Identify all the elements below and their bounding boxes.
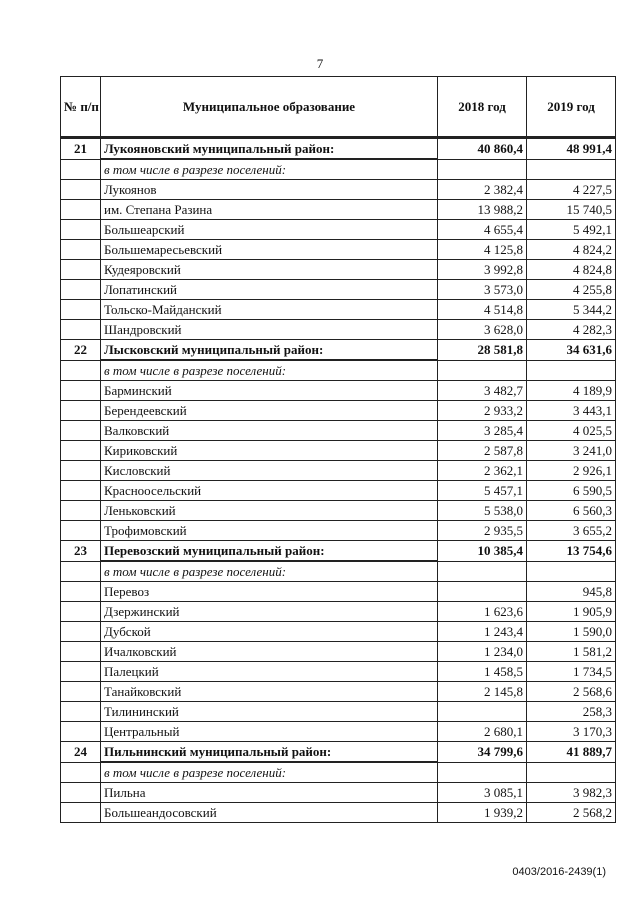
row-number-cell: 24: [61, 742, 101, 763]
value-2018-cell: 1 623,6: [438, 602, 527, 622]
municipality-name-cell: Кириковский: [101, 441, 438, 461]
value-2018-cell: 4 125,8: [438, 240, 527, 260]
municipality-name-cell: Красноосельский: [101, 481, 438, 501]
value-2019-cell: 3 655,2: [527, 521, 616, 541]
table-header-row: [61, 77, 616, 138]
value-2018-cell: 1 243,4: [438, 622, 527, 642]
value-2018-cell: 3 285,4: [438, 421, 527, 441]
municipality-name-cell: Большемаресьевский: [101, 240, 438, 260]
district-row: [61, 138, 616, 160]
row-number-cell: [61, 441, 101, 461]
municipality-name-cell: Леньковский: [101, 501, 438, 521]
municipality-name-cell: Кудеяровский: [101, 260, 438, 280]
row-number-cell: [61, 220, 101, 240]
municipality-name-cell: Танайковский: [101, 682, 438, 702]
value-2018-cell: 1 458,5: [438, 662, 527, 682]
row-number-cell: 22: [61, 340, 101, 361]
row-number-cell: [61, 662, 101, 682]
row-number-cell: [61, 622, 101, 642]
row-number-cell: [61, 682, 101, 702]
row-number-cell: [61, 602, 101, 622]
row-number-cell: [61, 280, 101, 300]
value-2018-cell: 34 799,6: [438, 742, 527, 763]
value-2019-cell: 1 581,2: [527, 642, 616, 662]
value-2018-cell: [438, 561, 527, 582]
municipality-name-cell: в том числе в разрезе поселений:: [101, 159, 438, 180]
municipality-name-cell: Кисловский: [101, 461, 438, 481]
value-2018-cell: 2 587,8: [438, 441, 527, 461]
budget-table: [60, 76, 616, 823]
row-number-cell: [61, 180, 101, 200]
value-2019-cell: 945,8: [527, 582, 616, 602]
value-2018-cell: 3 573,0: [438, 280, 527, 300]
municipality-name-cell: Центральный: [101, 722, 438, 742]
row-number-cell: [61, 260, 101, 280]
header-2019: 2019 год: [527, 77, 616, 138]
value-2018-cell: 3 628,0: [438, 320, 527, 340]
value-2019-cell: 2 926,1: [527, 461, 616, 481]
row-number-cell: [61, 461, 101, 481]
municipality-name-cell: Барминский: [101, 381, 438, 401]
value-2019-cell: 4 824,2: [527, 240, 616, 260]
value-2018-cell: 2 145,8: [438, 682, 527, 702]
subheader-row: [61, 561, 616, 582]
value-2018-cell: [438, 360, 527, 381]
value-2018-cell: 40 860,4: [438, 138, 527, 160]
row-number-cell: [61, 582, 101, 602]
row-number-cell: [61, 159, 101, 180]
table-row: [61, 501, 616, 521]
municipality-name-cell: Трофимовский: [101, 521, 438, 541]
value-2018-cell: 2 935,5: [438, 521, 527, 541]
municipality-name-cell: в том числе в разрезе поселений:: [101, 360, 438, 381]
value-2018-cell: 4 655,4: [438, 220, 527, 240]
value-2019-cell: [527, 159, 616, 180]
value-2019-cell: 3 241,0: [527, 441, 616, 461]
table-row: [61, 803, 616, 823]
value-2018-cell: 3 482,7: [438, 381, 527, 401]
value-2019-cell: [527, 360, 616, 381]
municipality-name-cell: Лукоянов: [101, 180, 438, 200]
document-code: 0403/2016-2439(1): [512, 866, 606, 878]
table-row: [61, 441, 616, 461]
value-2018-cell: 2 382,4: [438, 180, 527, 200]
table-row: [61, 481, 616, 501]
district-row: [61, 742, 616, 763]
municipality-name-cell: Пильнинский муниципальный район:: [101, 742, 438, 763]
table-row: [61, 300, 616, 320]
table-row: [61, 582, 616, 602]
value-2018-cell: 28 581,8: [438, 340, 527, 361]
value-2018-cell: [438, 582, 527, 602]
municipality-name-cell: Перевоз: [101, 582, 438, 602]
value-2019-cell: 4 255,8: [527, 280, 616, 300]
row-number-cell: [61, 300, 101, 320]
municipality-name-cell: в том числе в разрезе поселений:: [101, 762, 438, 783]
table-row: [61, 200, 616, 220]
value-2018-cell: 3 085,1: [438, 783, 527, 803]
municipality-name-cell: Тилининский: [101, 702, 438, 722]
value-2018-cell: 5 538,0: [438, 501, 527, 521]
row-number-cell: [61, 320, 101, 340]
municipality-name-cell: Берендеевский: [101, 401, 438, 421]
value-2018-cell: 2 933,2: [438, 401, 527, 421]
municipality-name-cell: Большеарский: [101, 220, 438, 240]
value-2018-cell: 5 457,1: [438, 481, 527, 501]
table-row: [61, 401, 616, 421]
municipality-name-cell: Перевозский муниципальный район:: [101, 541, 438, 562]
row-number-cell: [61, 762, 101, 783]
row-number-cell: [61, 401, 101, 421]
value-2019-cell: 2 568,6: [527, 682, 616, 702]
table-row: [61, 722, 616, 742]
table-row: [61, 260, 616, 280]
municipality-name-cell: в том числе в разрезе поселений:: [101, 561, 438, 582]
value-2019-cell: 258,3: [527, 702, 616, 722]
table-row: [61, 682, 616, 702]
value-2019-cell: 6 560,3: [527, 501, 616, 521]
value-2019-cell: 3 170,3: [527, 722, 616, 742]
municipality-name-cell: Тольско-Майданский: [101, 300, 438, 320]
value-2018-cell: 3 992,8: [438, 260, 527, 280]
row-number-cell: [61, 642, 101, 662]
value-2018-cell: 2 362,1: [438, 461, 527, 481]
header-2018: 2018 год: [438, 77, 527, 138]
value-2019-cell: 34 631,6: [527, 340, 616, 361]
municipality-name-cell: Ичалковский: [101, 642, 438, 662]
table-row: [61, 702, 616, 722]
table-row: [61, 622, 616, 642]
row-number-cell: [61, 360, 101, 381]
value-2018-cell: [438, 702, 527, 722]
municipality-name-cell: Шандровский: [101, 320, 438, 340]
value-2019-cell: 6 590,5: [527, 481, 616, 501]
row-number-cell: [61, 381, 101, 401]
value-2019-cell: 41 889,7: [527, 742, 616, 763]
value-2019-cell: 5 344,2: [527, 300, 616, 320]
municipality-name-cell: Лопатинский: [101, 280, 438, 300]
header-num: № п/п: [61, 77, 101, 138]
value-2019-cell: 1 590,0: [527, 622, 616, 642]
row-number-cell: [61, 783, 101, 803]
table-row: [61, 180, 616, 200]
municipality-name-cell: Большеандосовский: [101, 803, 438, 823]
value-2019-cell: 4 227,5: [527, 180, 616, 200]
table-row: [61, 381, 616, 401]
municipality-name-cell: Лукояновский муниципальный район:: [101, 138, 438, 160]
row-number-cell: [61, 421, 101, 441]
table-row: [61, 783, 616, 803]
value-2018-cell: 10 385,4: [438, 541, 527, 562]
row-number-cell: [61, 722, 101, 742]
row-number-cell: [61, 240, 101, 260]
district-row: [61, 340, 616, 361]
table-row: [61, 602, 616, 622]
value-2018-cell: [438, 762, 527, 783]
table-row: [61, 280, 616, 300]
value-2018-cell: 2 680,1: [438, 722, 527, 742]
value-2019-cell: 4 824,8: [527, 260, 616, 280]
row-number-cell: [61, 481, 101, 501]
value-2018-cell: 13 988,2: [438, 200, 527, 220]
municipality-name-cell: Валковский: [101, 421, 438, 441]
row-number-cell: [61, 501, 101, 521]
table-row: [61, 521, 616, 541]
subheader-row: [61, 762, 616, 783]
row-number-cell: [61, 200, 101, 220]
municipality-name-cell: Дзержинский: [101, 602, 438, 622]
row-number-cell: 21: [61, 138, 101, 160]
value-2019-cell: 3 982,3: [527, 783, 616, 803]
value-2019-cell: 2 568,2: [527, 803, 616, 823]
value-2019-cell: 5 492,1: [527, 220, 616, 240]
table-row: [61, 220, 616, 240]
table-row: [61, 662, 616, 682]
municipality-name-cell: Пильна: [101, 783, 438, 803]
value-2018-cell: 1 234,0: [438, 642, 527, 662]
value-2019-cell: 48 991,4: [527, 138, 616, 160]
municipality-name-cell: Лысковский муниципальный район:: [101, 340, 438, 361]
value-2019-cell: 1 905,9: [527, 602, 616, 622]
row-number-cell: 23: [61, 541, 101, 562]
value-2018-cell: 1 939,2: [438, 803, 527, 823]
subheader-row: [61, 159, 616, 180]
value-2018-cell: 4 514,8: [438, 300, 527, 320]
municipality-name-cell: Палецкий: [101, 662, 438, 682]
value-2019-cell: 4 189,9: [527, 381, 616, 401]
row-number-cell: [61, 561, 101, 582]
table-row: [61, 320, 616, 340]
subheader-row: [61, 360, 616, 381]
value-2019-cell: 15 740,5: [527, 200, 616, 220]
row-number-cell: [61, 803, 101, 823]
municipality-name-cell: Дубской: [101, 622, 438, 642]
table-row: [61, 642, 616, 662]
row-number-cell: [61, 702, 101, 722]
value-2019-cell: [527, 762, 616, 783]
value-2019-cell: [527, 561, 616, 582]
header-municipality: Муниципальное образование: [101, 77, 438, 138]
municipality-name-cell: им. Степана Разина: [101, 200, 438, 220]
value-2019-cell: 4 282,3: [527, 320, 616, 340]
table-row: [61, 421, 616, 441]
table-row: [61, 240, 616, 260]
value-2019-cell: 3 443,1: [527, 401, 616, 421]
row-number-cell: [61, 521, 101, 541]
value-2018-cell: [438, 159, 527, 180]
table-row: [61, 461, 616, 481]
page-number: 7: [316, 56, 324, 71]
district-row: [61, 541, 616, 562]
value-2019-cell: 13 754,6: [527, 541, 616, 562]
value-2019-cell: 1 734,5: [527, 662, 616, 682]
value-2019-cell: 4 025,5: [527, 421, 616, 441]
